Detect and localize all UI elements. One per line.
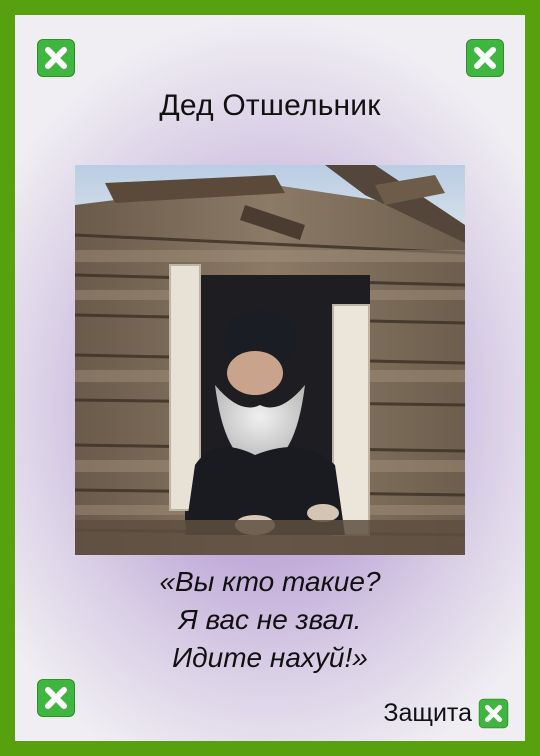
bottom-left-cross-mark-icon [36,678,76,718]
cross-mark-icon-graphic [36,38,76,78]
card-title: Дед Отшельник [159,89,381,122]
top-left-cross-mark-icon [36,38,76,78]
top-right-cross-mark-icon [465,38,505,78]
card-quote [15,563,525,677]
hermit-face [227,351,283,395]
quote-line: Я вас не звал. [178,604,362,635]
cross-mark-icon-graphic [465,38,505,78]
hermit-right-hand [307,504,339,522]
hermit-window-illustration [75,165,465,555]
card-footer [383,697,509,729]
quote-line: Идите нахуй!» [172,642,368,673]
cross-mark-icon-graphic [36,678,76,718]
footer-cross-mark-icon [478,698,509,729]
hermit-card[interactable] [15,15,525,741]
cross-mark-icon-graphic [478,698,509,729]
defense-label: Защита [383,698,472,727]
window-sill [75,520,465,555]
quote-line: «Вы кто такие? [159,566,381,597]
card-illustration [75,165,465,555]
